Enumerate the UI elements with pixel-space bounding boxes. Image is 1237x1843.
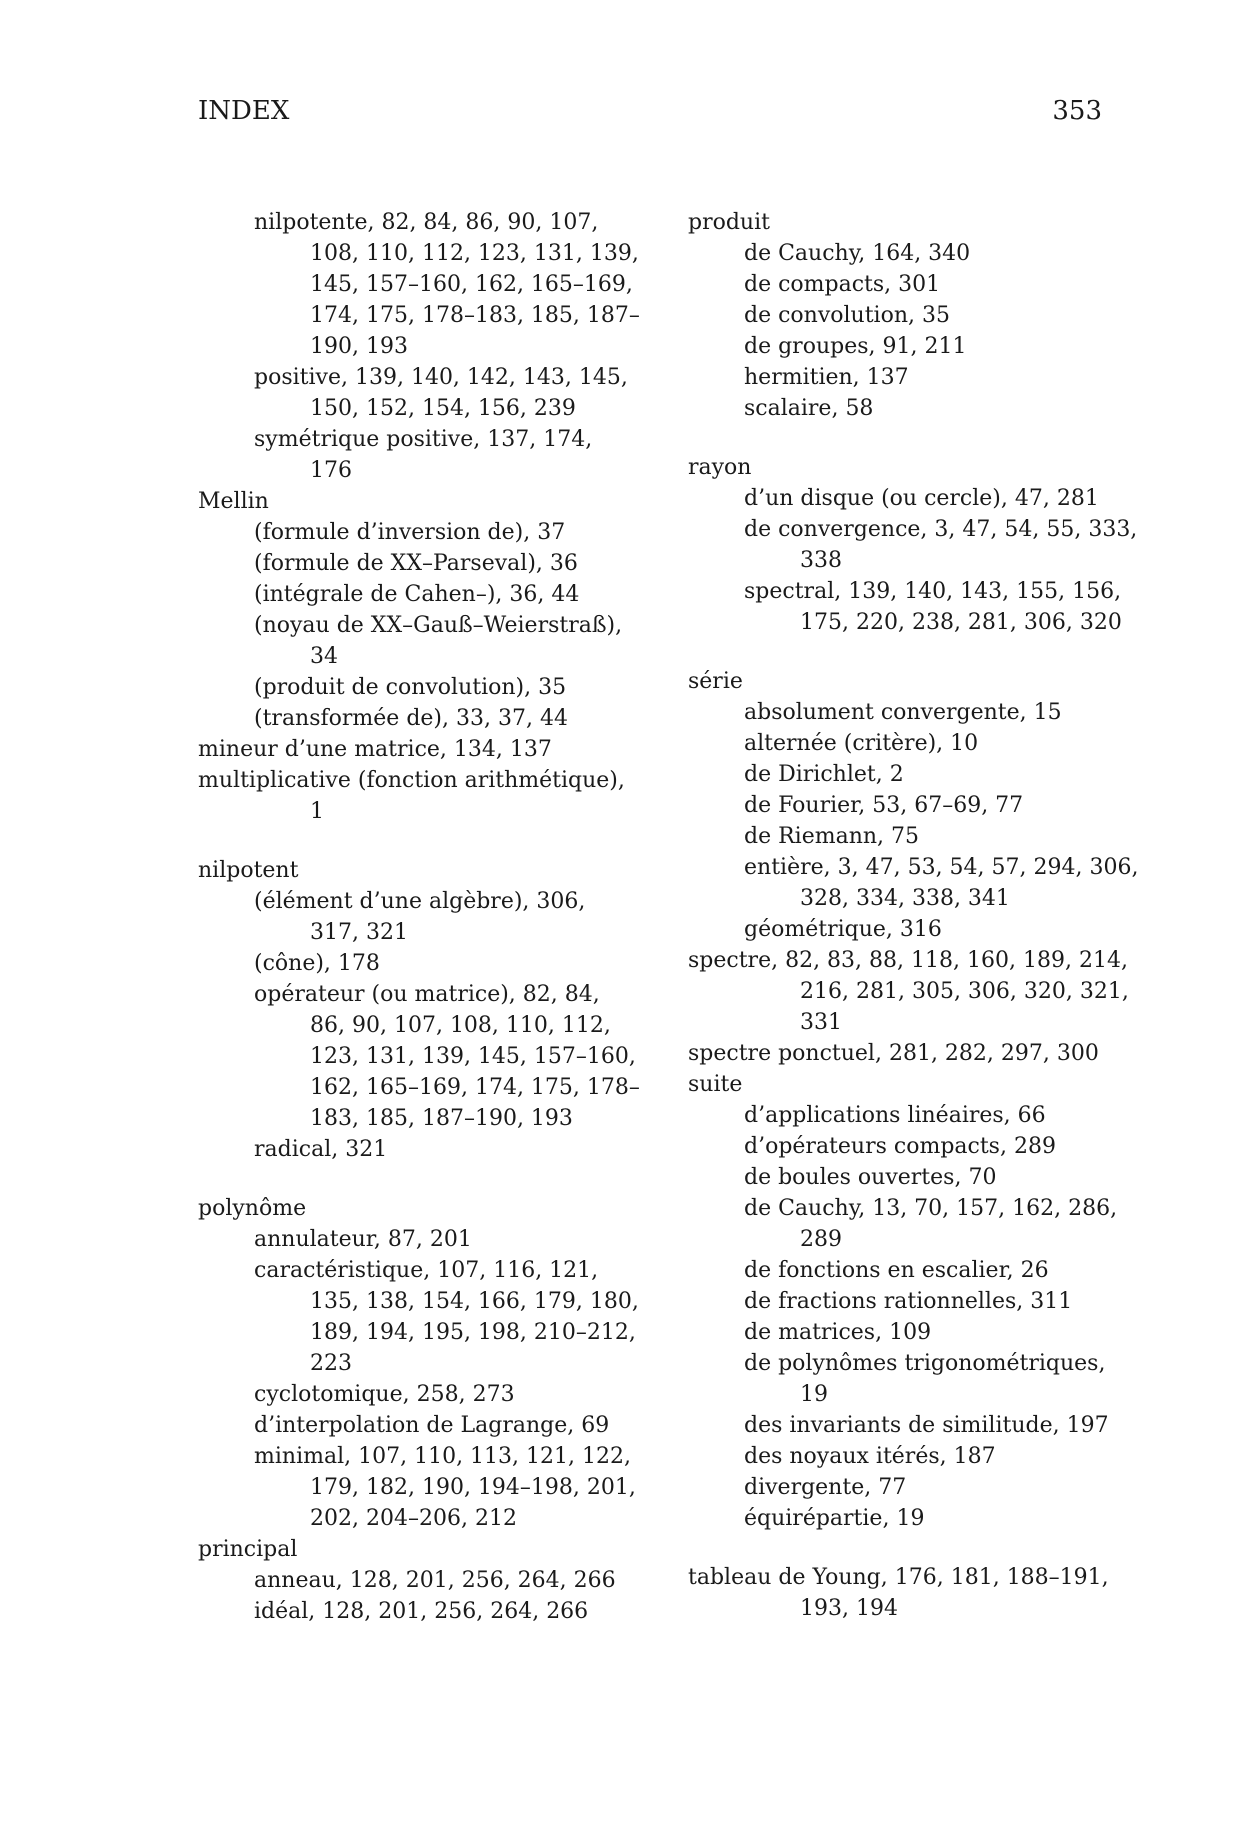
index-subentry: idéal, 128, 201, 256, 264, 266 [254, 1599, 589, 1624]
index-subentry: entière, 3, 47, 53, 54, 57, 294, 306, [744, 855, 1139, 880]
index-subentry: de Fourier, 53, 67–69, 77 [744, 793, 1024, 818]
running-header [198, 98, 1102, 124]
index-entry-continuation: 338 [800, 548, 842, 573]
index-entry-continuation: 202, 204–206, 212 [310, 1506, 517, 1531]
index-subentry: annulateur, 87, 201 [254, 1227, 472, 1252]
index-subentry: (produit de convolution), 35 [254, 675, 567, 700]
index-entry-continuation: 289 [800, 1227, 842, 1252]
index-subentry: (noyau de XX–Gauß–Weierstraß), [254, 613, 623, 638]
index-entry-continuation: 193, 194 [800, 1596, 898, 1621]
index-subentry: d’applications linéaires, 66 [744, 1103, 1046, 1128]
index-entry: série [688, 669, 743, 694]
index-subentry: hermitien, 137 [744, 365, 909, 390]
index-subentry: d’un disque (ou cercle), 47, 281 [744, 486, 1099, 511]
index-subentry: scalaire, 58 [744, 396, 874, 421]
index-entry-continuation: 175, 220, 238, 281, 306, 320 [800, 610, 1122, 635]
index-subentry: de boules ouvertes, 70 [744, 1165, 997, 1190]
index-subentry: de groupes, 91, 211 [744, 334, 967, 359]
index-entry: produit [688, 210, 770, 235]
index-entry: multiplicative (fonction arithmétique), [198, 768, 625, 793]
index-column-left [198, 207, 640, 1627]
index-subentry: radical, 321 [254, 1137, 388, 1162]
index-entry: spectre, 82, 83, 88, 118, 160, 189, 214, [688, 948, 1128, 973]
index-entry-continuation: 19 [800, 1382, 828, 1407]
index-subentry: (cône), 178 [254, 951, 380, 976]
index-entry-continuation: 123, 131, 139, 145, 157–160, [310, 1044, 636, 1069]
index-entry-continuation: 331 [800, 1010, 842, 1035]
index-entry: principal [198, 1537, 298, 1562]
index-entry: mineur d’une matrice, 134, 137 [198, 737, 552, 762]
index-subentry: de Cauchy, 164, 340 [744, 241, 971, 266]
index-subentry: de fractions rationnelles, 311 [744, 1289, 1073, 1314]
index-subentry: des noyaux itérés, 187 [744, 1444, 996, 1469]
index-entry-continuation: 328, 334, 338, 341 [800, 886, 1010, 911]
index-subentry: minimal, 107, 110, 113, 121, 122, [254, 1444, 631, 1469]
index-entry-continuation: 190, 193 [310, 334, 408, 359]
index-subentry: de compacts, 301 [744, 272, 941, 297]
entry-group-spacer [688, 638, 1118, 666]
index-entry-continuation: 183, 185, 187–190, 193 [310, 1106, 573, 1131]
index-entry: polynôme [198, 1196, 307, 1221]
index-entry-continuation: 145, 157–160, 162, 165–169, [310, 272, 633, 297]
index-subentry: (intégrale de Cahen–), 36, 44 [254, 582, 580, 607]
index-subentry: (élément d’une algèbre), 306, [254, 889, 586, 914]
index-subentry: de polynômes trigonométriques, [744, 1351, 1106, 1376]
index-subentry: (transformée de), 33, 37, 44 [254, 706, 568, 731]
index-entry-continuation: 162, 165–169, 174, 175, 178– [310, 1075, 640, 1100]
index-entry-continuation: 1 [310, 799, 324, 824]
index-entry-continuation: 150, 152, 154, 156, 239 [310, 396, 576, 421]
index-subentry: de convolution, 35 [744, 303, 950, 328]
index-subentry: des invariants de similitude, 197 [744, 1413, 1109, 1438]
index-subentry: absolument convergente, 15 [744, 700, 1062, 725]
index-subentry: de Riemann, 75 [744, 824, 920, 849]
index-entry-continuation: 216, 281, 305, 306, 320, 321, [800, 979, 1129, 1004]
index-entry-continuation: 86, 90, 107, 108, 110, 112, [310, 1013, 611, 1038]
index-subentry: de Dirichlet, 2 [744, 762, 904, 787]
index-subentry: divergente, 77 [744, 1475, 907, 1500]
index-column-right [688, 207, 1139, 1624]
index-subentry: nilpotente, 82, 84, 86, 90, 107, [254, 210, 599, 235]
index-subentry: anneau, 128, 201, 256, 264, 266 [254, 1568, 616, 1593]
entry-group-spacer [198, 1165, 628, 1193]
index-entry: suite [688, 1072, 743, 1097]
index-entry-continuation: 135, 138, 154, 166, 179, 180, [310, 1289, 639, 1314]
index-entry: nilpotent [198, 858, 299, 883]
index-subentry: positive, 139, 140, 142, 143, 145, [254, 365, 628, 390]
page-number: 353 [1052, 96, 1102, 126]
index-subentry: de Cauchy, 13, 70, 157, 162, 286, [744, 1196, 1118, 1221]
index-entry-continuation: 176 [310, 458, 352, 483]
index-subentry: géométrique, 316 [744, 917, 942, 942]
index-subentry: d’opérateurs compacts, 289 [744, 1134, 1056, 1159]
index-subentry: de matrices, 109 [744, 1320, 932, 1345]
index-subentry: (formule de XX–Parseval), 36 [254, 551, 578, 576]
index-subentry: symétrique positive, 137, 174, [254, 427, 593, 452]
index-entry: Mellin [198, 489, 269, 514]
entry-group-spacer [688, 1534, 1118, 1562]
index-entry-continuation: 179, 182, 190, 194–198, 201, [310, 1475, 636, 1500]
index-entry: rayon [688, 455, 752, 480]
index-subentry: équirépartie, 19 [744, 1506, 925, 1531]
index-entry-continuation: 223 [310, 1351, 352, 1376]
index-entry-continuation: 34 [310, 644, 338, 669]
entry-group-spacer [198, 827, 628, 855]
index-subentry: cyclotomique, 258, 273 [254, 1382, 515, 1407]
entry-group-spacer [688, 424, 1118, 452]
index-subentry: d’interpolation de Lagrange, 69 [254, 1413, 610, 1438]
index-entry: tableau de Young, 176, 181, 188–191, [688, 1565, 1109, 1590]
index-subentry: spectral, 139, 140, 143, 155, 156, [744, 579, 1122, 604]
index-entry: spectre ponctuel, 281, 282, 297, 300 [688, 1041, 1099, 1066]
index-entry-continuation: 174, 175, 178–183, 185, 187– [310, 303, 640, 328]
index-subentry: alternée (critère), 10 [744, 731, 979, 756]
index-subentry: (formule d’inversion de), 37 [254, 520, 566, 545]
index-entry-continuation: 317, 321 [310, 920, 408, 945]
running-title: INDEX [198, 96, 290, 126]
index-subentry: de fonctions en escalier, 26 [744, 1258, 1049, 1283]
index-entry-continuation: 189, 194, 195, 198, 210–212, [310, 1320, 636, 1345]
index-entry-continuation: 108, 110, 112, 123, 131, 139, [310, 241, 639, 266]
index-subentry: de convergence, 3, 47, 54, 55, 333, [744, 517, 1138, 542]
index-subentry: caractéristique, 107, 116, 121, [254, 1258, 599, 1283]
index-subentry: opérateur (ou matrice), 82, 84, [254, 982, 600, 1007]
